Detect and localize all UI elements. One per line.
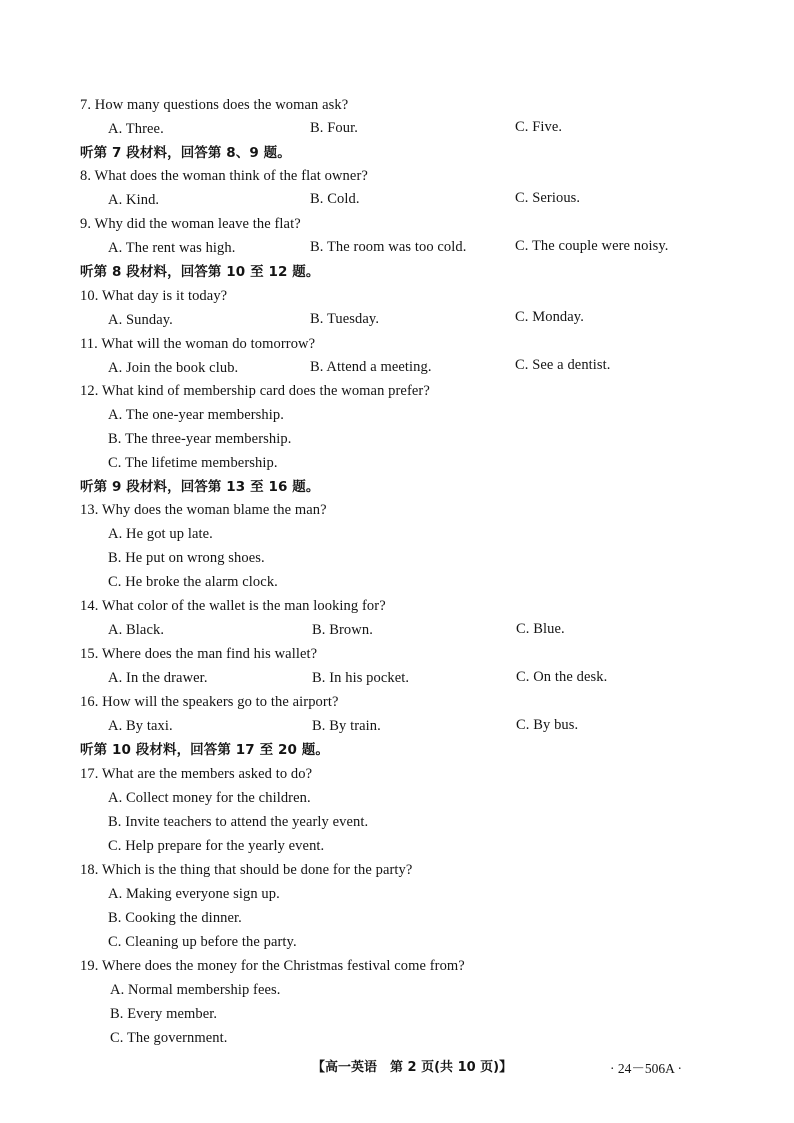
q11-option-c: C. See a dentist. [515,357,611,373]
question-11: 11. What will the woman do tomorrow? [80,336,316,352]
q9-option-c: C. The couple were noisy. [515,238,669,254]
q14-option-a: A. Black. [108,622,165,638]
question-15: 15. Where does the man find his wallet? [80,646,318,662]
q17-option-b: B. Invite teachers to attend the yearly event. [108,814,369,830]
question-19: 19. Where does the money for the Christmas festival come from? [80,958,465,974]
q18-option-b: B. Cooking the dinner. [108,910,242,926]
q19-option-c: C. The government. [110,1030,228,1046]
q8-option-b: B. Cold. [310,191,360,207]
q9-option-b: B. The room was too cold. [310,239,467,255]
q8-option-a: A. Kind. [108,192,160,208]
q7-option-b: B. Four. [310,120,358,136]
q16-option-c: C. By bus. [516,717,579,733]
q18-option-c: C. Cleaning up before the party. [108,934,297,950]
question-13: 13. Why does the woman blame the man? [80,502,327,518]
question-9: 9. Why did the woman leave the flat? [80,216,301,232]
q15-option-a: A. In the drawer. [108,670,208,686]
q19-option-a: A. Normal membership fees. [110,982,281,998]
question-18: 18. Which is the thing that should be done for the party? [80,862,413,878]
section-heading-8: 听第 8 段材料，回答第 10 至 12 题。 [80,264,320,280]
q15-option-c: C. On the desk. [516,669,608,685]
section-heading-9: 听第 9 段材料，回答第 13 至 16 题。 [80,479,320,495]
q17-option-a: A. Collect money for the children. [108,790,311,806]
q13-option-b: B. He put on wrong shoes. [108,550,265,566]
q8-option-c: C. Serious. [515,190,581,206]
q10-option-a: A. Sunday. [108,312,173,328]
q18-option-a: A. Making everyone sign up. [108,886,280,902]
q14-option-b: B. Brown. [312,622,373,638]
question-14: 14. What color of the wallet is the man looking for? [80,598,386,614]
q13-option-c: C. He broke the alarm clock. [108,574,278,590]
question-16: 16. How will the speakers go to the airport? [80,694,339,710]
section-heading-10: 听第 10 段材料，回答第 17 至 20 题。 [80,742,329,758]
q11-option-b: B. Attend a meeting. [310,359,432,375]
q7-option-c: C. Five. [515,119,563,135]
question-8: 8. What does the woman think of the flat owner? [80,168,368,184]
q9-option-a: A. The rent was high. [108,240,236,256]
q16-option-a: A. By taxi. [108,718,173,734]
q13-option-a: A. He got up late. [108,526,213,542]
q17-option-c: C. Help prepare for the yearly event. [108,838,325,854]
q19-option-b: B. Every member. [110,1006,218,1022]
question-7: 7. How many questions does the woman ask? [80,97,349,113]
q12-option-a: A. The one-year membership. [108,407,284,423]
q7-option-a: A. Three. [108,121,164,137]
question-12: 12. What kind of membership card does the woman prefer? [80,383,430,399]
q11-option-a: A. Join the book club. [108,360,239,376]
page-footer-code: · 24－506A · [610,1061,682,1076]
question-10: 10. What day is it today? [80,288,228,304]
page-footer-title: 【高一英语 第 2 页(共 10 页)】 [312,1060,513,1075]
q12-option-c: C. The lifetime membership. [108,455,278,471]
q12-option-b: B. The three-year membership. [108,431,292,447]
q15-option-b: B. In his pocket. [312,670,410,686]
question-17: 17. What are the members asked to do? [80,766,313,782]
q14-option-c: C. Blue. [516,621,565,637]
q10-option-c: C. Monday. [515,309,584,325]
section-heading-7: 听第 7 段材料，回答第 8、9 题。 [80,145,291,161]
q16-option-b: B. By train. [312,718,381,734]
q10-option-b: B. Tuesday. [310,311,380,327]
